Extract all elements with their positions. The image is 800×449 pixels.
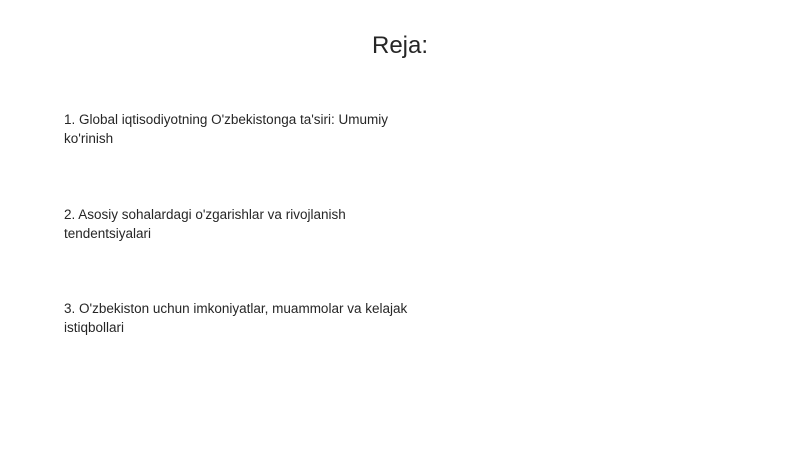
plan-item-3: 3. O'zbekiston uchun imkoniyatlar, muammolar va kelajak istiqbollari bbox=[64, 301, 408, 335]
plan-item-2: 2. Asosiy sohalardagi o'zgarishlar va rivojlanish tendentsiyalari bbox=[64, 207, 346, 241]
slide-title: Reja: bbox=[371, 32, 429, 59]
plan-item-1: 1. Global iqtisodiyotning O'zbekistonga ta'siri: Umumiy ko'rinish bbox=[64, 112, 389, 146]
